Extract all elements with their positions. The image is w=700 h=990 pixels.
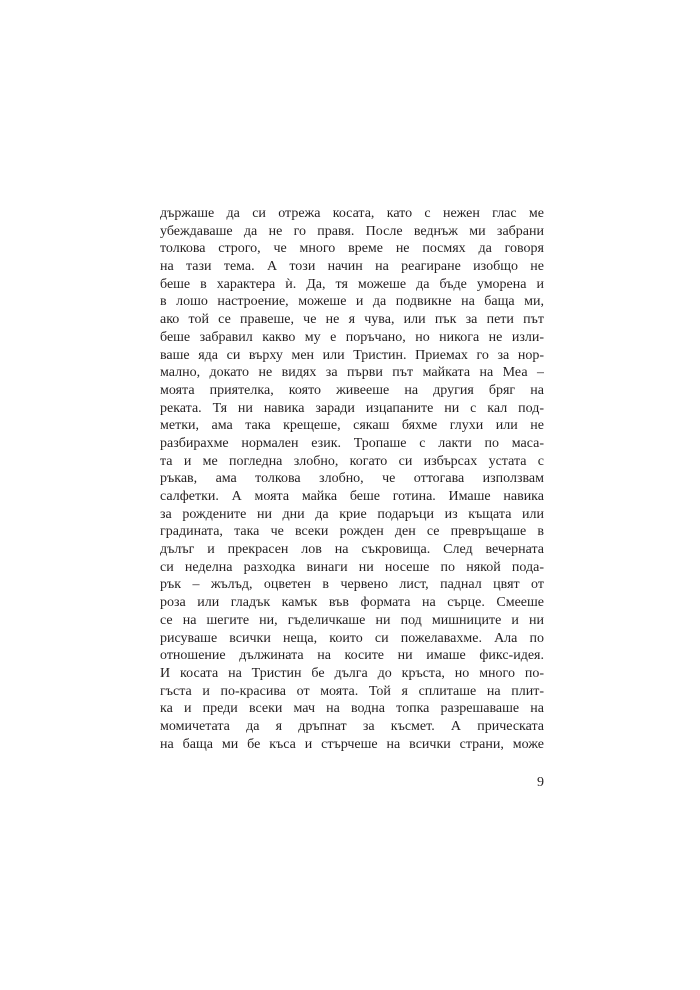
- text-line: гъста и по-красива от моята. Той я сплиташе на плит-: [160, 683, 544, 699]
- text-line: та и ме погледна злобно, когато си избърсах устата с: [160, 453, 544, 469]
- text-line: в лошо настроение, можеше и да подвикне на баща ми,: [160, 294, 544, 310]
- text-line: рисуваше всички неща, които си пожелавахме. Ала по: [160, 630, 544, 646]
- text-line: държаше да си отрежа косата, като с нежен глас ме: [160, 206, 544, 221]
- page-number: 9: [537, 775, 544, 790]
- text-line: роза или гладък камък във формата на сърце. Смееше: [160, 595, 544, 611]
- text-line: рък – жълъд, оцветен в червено лист, паднал цвят от: [160, 577, 544, 593]
- text-line: моята приятелка, която живееше на другия бряг на: [160, 382, 544, 398]
- text-line: си неделна разходка винаги ни носеше по някой пода-: [160, 559, 544, 575]
- text-line: разбирахме нормален език. Тропаше с лакти по маса-: [160, 435, 544, 451]
- text-line: И косата на Тристин бе дълга до кръста, но много по-: [160, 665, 544, 681]
- text-line: беше в характера ѝ. Да, тя можеше да бъде уморена и: [160, 276, 544, 292]
- text-line: градината, така че всеки рожден ден се превръщаше в: [160, 524, 544, 540]
- text-line: убеждаваше да не го правя. После веднъж ми забрани: [160, 223, 544, 239]
- text-line: дълъг и прекрасен лов на съкровища. След вечерната: [160, 542, 544, 558]
- text-line: момичетата да я дръпнат за късмет. А прическата: [160, 718, 544, 734]
- text-line: отношение дължината на косите ни имаше фикс-идея.: [160, 648, 544, 664]
- text-line: салфетки. А моята майка беше готина. Имаше навика: [160, 489, 544, 504]
- text-line: ако той се правеше, че не я чува, или пък за пети път: [160, 312, 544, 328]
- text-line: се на шегите ни, гъделичкаше ни под мишниците и ни: [160, 612, 544, 628]
- body-text: [160, 205, 544, 753]
- text-line: за рождените ни дни да крие подаръци из къщата или: [160, 506, 544, 522]
- text-line: ръкав, ама толкова злобно, че оттогава използвам: [160, 471, 544, 487]
- text-line: метки, ама така крещеше, сякаш бяхме глухи или не: [160, 418, 544, 434]
- text-line: толкова строго, че много време не посмях да говоря: [160, 241, 544, 257]
- text-line: реката. Тя ни навика заради изцапаните ни с кал под-: [160, 400, 544, 416]
- text-line: ваше яда си върху мен или Тристин. Приемах го за нор-: [160, 347, 544, 363]
- text-line: на баща ми бе къса и стърчеше на всички страни, може: [160, 736, 544, 752]
- text-line: на тази тема. А този начин на реагиране изобщо не: [160, 259, 544, 275]
- text-line: ка и преди всеки мач на водна топка разрешаваше на: [160, 701, 544, 717]
- text-line: мално, докато не видях за първи път майката на Меа –: [160, 365, 544, 381]
- text-line: беше забравил какво му е поръчано, но никога не изли-: [160, 329, 544, 345]
